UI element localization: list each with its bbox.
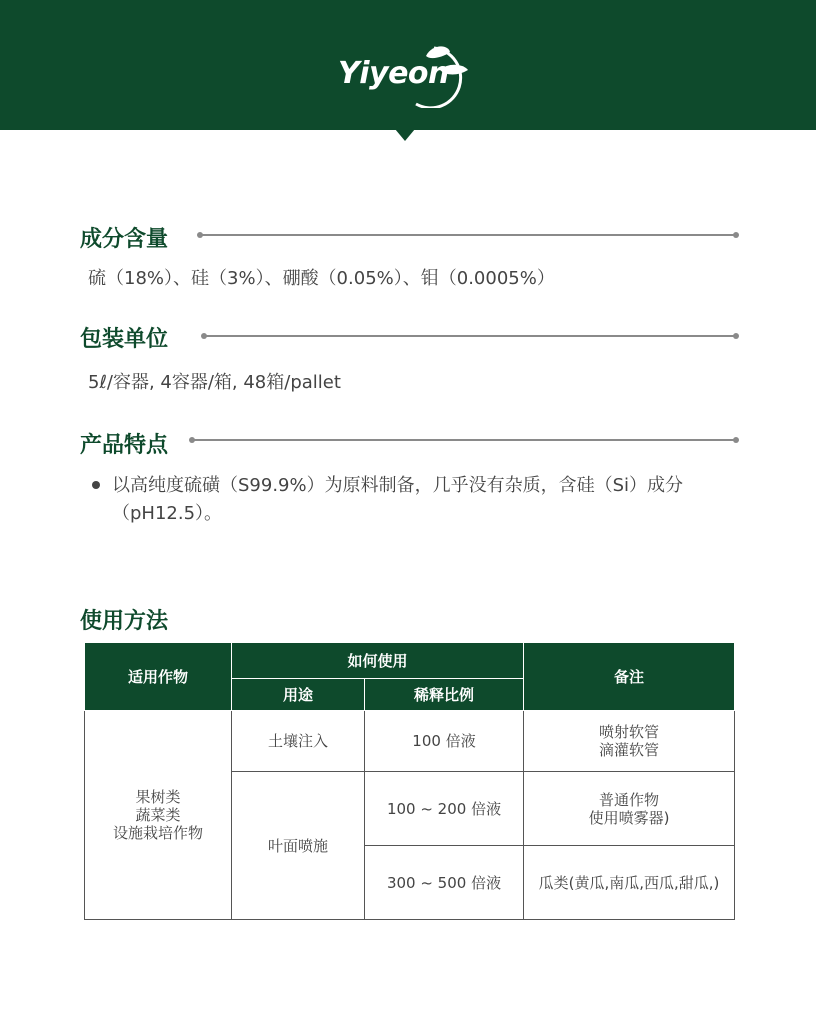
header-notch	[395, 129, 415, 141]
notes-cell	[524, 846, 735, 920]
purpose-cell: 土壤注入	[232, 711, 365, 772]
dilution-cell: 100 ~ 200 倍液	[365, 772, 524, 846]
header-purpose: 用途	[232, 679, 365, 711]
header-notes: 备注	[524, 643, 735, 711]
header-dilution: 稀释比例	[365, 679, 524, 711]
dilution-cell: 300 ~ 500 倍液	[365, 846, 524, 920]
bullet-icon	[92, 481, 100, 489]
crop-greenhouse: 设施栽培作物	[112, 824, 203, 842]
notes-cell	[524, 711, 735, 772]
page-header	[0, 0, 816, 130]
crops-cell	[85, 711, 232, 920]
usage-table	[84, 642, 735, 920]
composition-text: 硫（18%）、硅（3%）、硼酸（0.05%）、钼（0.0005%）	[88, 268, 555, 289]
composition-divider	[200, 234, 736, 236]
features-divider	[192, 439, 736, 441]
composition-title: 成分含量	[80, 227, 169, 252]
logo-text: Yiyeon	[338, 56, 449, 91]
crop-fruit-trees: 果树类	[135, 788, 181, 806]
note-line: 喷射软管	[599, 723, 660, 741]
features-title: 产品特点	[80, 433, 169, 458]
dilution-cell: 100 倍液	[365, 711, 524, 772]
note-line: 使用喷雾器)	[588, 808, 670, 827]
note-line: 普通作物	[599, 790, 660, 809]
note-line: 滴灌软管	[599, 741, 660, 759]
brand-logo[interactable]	[330, 38, 480, 108]
feature-item-text: 以高纯度硫磺（S99.9%）为原料制备，几乎没有杂质，含硅（Si）成分（pH12.5）。	[112, 475, 684, 524]
crop-vegetables: 蔬菜类	[135, 806, 181, 824]
note-line: 瓜类(黄瓜,南瓜,西瓜,甜瓜,)	[538, 873, 720, 892]
packaging-title: 包装单位	[80, 327, 169, 352]
usage-title: 使用方法	[80, 609, 169, 634]
table-row	[85, 711, 735, 772]
packaging-text: 5ℓ/容器, 4容器/箱, 48箱/pallet	[88, 372, 341, 393]
packaging-divider	[204, 335, 736, 337]
notes-cell	[524, 772, 735, 846]
header-crops: 适用作物	[85, 643, 232, 711]
purpose-cell: 叶面喷施	[232, 772, 365, 920]
packaging-section	[80, 322, 740, 392]
composition-section	[80, 222, 740, 292]
header-how: 如何使用	[232, 643, 524, 679]
features-section	[80, 428, 740, 538]
